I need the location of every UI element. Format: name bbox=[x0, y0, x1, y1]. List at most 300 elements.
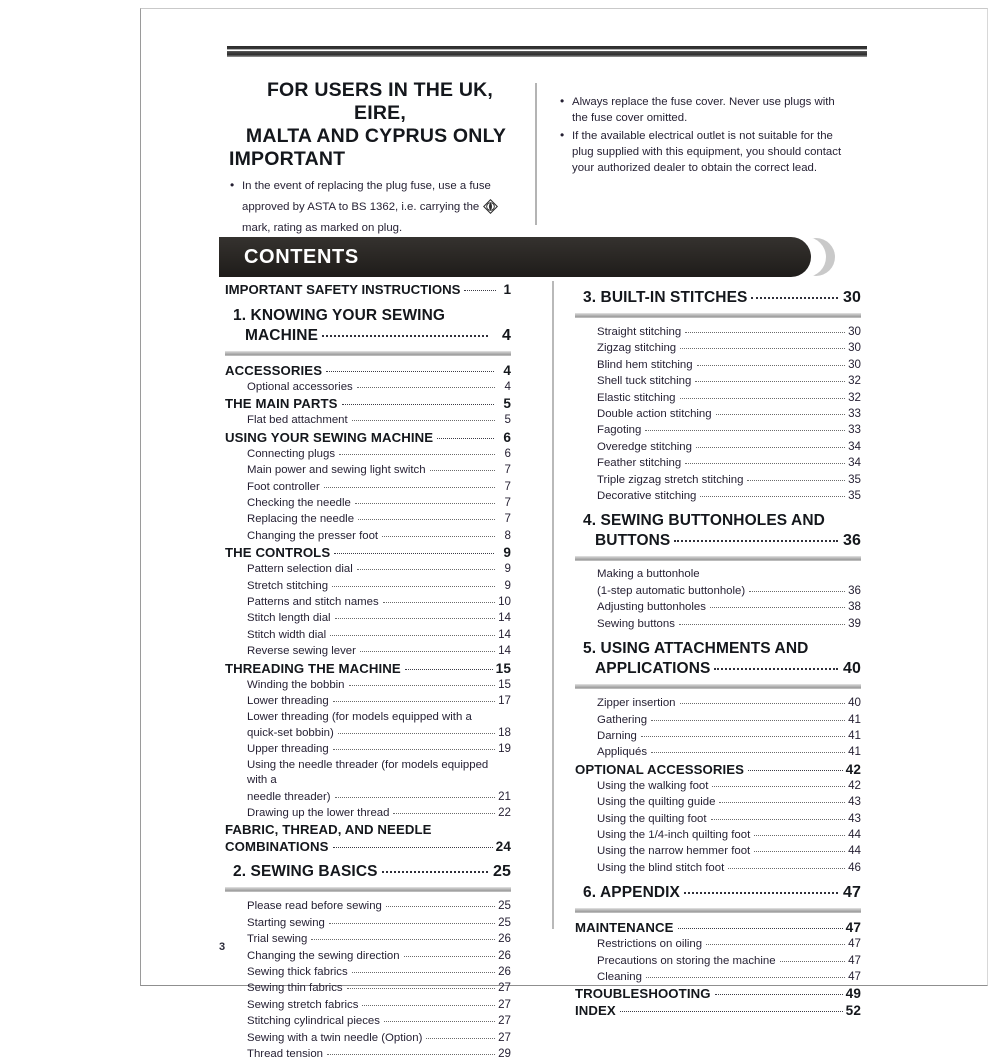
warning-left-bullet-list bbox=[229, 176, 519, 239]
toc-leader-dots bbox=[710, 607, 845, 608]
toc-entry-row[interactable] bbox=[225, 362, 511, 379]
toc-entry-page: 14 bbox=[498, 627, 511, 641]
toc-entry-page: 46 bbox=[848, 860, 861, 874]
toc-entry-label: Adjusting buttonholes bbox=[597, 601, 706, 614]
toc-entry-label: Trial sewing bbox=[247, 933, 308, 946]
toc-sub-entry bbox=[575, 455, 861, 471]
toc-entry-page: 9 bbox=[503, 545, 511, 561]
toc-leader-dots bbox=[748, 770, 843, 771]
toc-sub-entry bbox=[225, 446, 511, 462]
toc-major-entry bbox=[225, 429, 511, 446]
toc-entry-row[interactable] bbox=[247, 446, 511, 462]
toc-entry-row[interactable] bbox=[597, 695, 861, 711]
toc-entry-page: 9 bbox=[504, 578, 511, 592]
toc-sub-entry bbox=[225, 561, 511, 577]
toc-entry-page: 40 bbox=[848, 696, 861, 710]
toc-entry-page: 26 bbox=[498, 948, 511, 962]
toc-entry-row[interactable] bbox=[575, 1002, 861, 1019]
toc-sub-entry bbox=[225, 997, 511, 1013]
toc-entry-label: MAINTENANCE bbox=[575, 920, 674, 936]
toc-entry-page: 52 bbox=[845, 1003, 861, 1019]
toc-entry-row[interactable] bbox=[597, 728, 861, 744]
toc-entry-row[interactable] bbox=[597, 422, 861, 438]
toc-entry-row[interactable] bbox=[597, 936, 861, 952]
toc-entry-page: 1 bbox=[503, 282, 511, 297]
toc-entry-row[interactable] bbox=[595, 659, 861, 679]
toc-entry-label: Zigzag stitching bbox=[597, 342, 677, 355]
toc-entry-row[interactable] bbox=[245, 326, 511, 346]
toc-entry-page: 32 bbox=[848, 374, 861, 388]
warning-column-divider bbox=[535, 83, 537, 225]
toc-leader-dots bbox=[362, 1005, 495, 1006]
toc-sub-entry bbox=[575, 794, 861, 810]
toc-entry-page: 42 bbox=[848, 778, 861, 792]
toc-leader-dots bbox=[749, 591, 845, 592]
toc-entry-row[interactable] bbox=[597, 324, 861, 340]
toc-entry-page: 15 bbox=[498, 677, 511, 691]
toc-sub-entry bbox=[575, 969, 861, 985]
toc-entry-page: 34 bbox=[848, 456, 861, 470]
toc-leader-dots bbox=[679, 624, 845, 625]
toc-entry-page: 30 bbox=[848, 341, 861, 355]
toc-leader-dots bbox=[352, 420, 495, 421]
toc-entry-row[interactable] bbox=[247, 931, 511, 947]
toc-sub-entry bbox=[225, 610, 511, 626]
toc-sub-entry bbox=[225, 964, 511, 980]
toc-entry-row[interactable] bbox=[597, 969, 861, 985]
toc-sub-label-line1: Using the needle threader (for models equipped with a bbox=[247, 758, 489, 787]
toc-leader-dots bbox=[645, 430, 845, 431]
contents-title: CONTENTS bbox=[244, 246, 359, 268]
warning-left-column bbox=[229, 79, 519, 241]
toc-entry-page: 47 bbox=[848, 969, 861, 983]
toc-entry-page: 43 bbox=[848, 811, 861, 825]
toc-sub-entry bbox=[575, 373, 861, 389]
toc-entry-page: 30 bbox=[848, 325, 861, 338]
toc-entry-label: Starting sewing bbox=[247, 916, 325, 929]
toc-entry-row[interactable] bbox=[247, 462, 511, 478]
toc-entry-label: Changing the presser foot bbox=[247, 529, 379, 542]
toc-entry-label: Thread tension bbox=[247, 1048, 323, 1060]
toc-entry-page: 8 bbox=[504, 528, 511, 542]
toc-leader-dots bbox=[651, 720, 845, 721]
toc-entry-page: 26 bbox=[498, 964, 511, 978]
toc-entry-row[interactable] bbox=[597, 357, 861, 373]
toc-leader-dots bbox=[333, 701, 495, 702]
toc-entry-label: INDEX bbox=[575, 1003, 616, 1019]
toc-entry-row[interactable] bbox=[247, 741, 511, 757]
toc-entry-row[interactable] bbox=[247, 997, 511, 1013]
toc-entry-label: Fagoting bbox=[597, 424, 642, 437]
toc-entry-label: Using the blind stitch foot bbox=[597, 861, 725, 874]
warning-right-bullet-2: • If the available electrical outlet is not suitable for the plug supplied with this equipment, you should contact your authorized dealer to obtain the correct lead. bbox=[559, 128, 849, 176]
toc-entry-row[interactable] bbox=[225, 660, 511, 677]
toc-entry-row[interactable] bbox=[247, 789, 511, 805]
toc-entry-label: Double action stitching bbox=[597, 408, 712, 421]
toc-entry-row[interactable] bbox=[597, 488, 861, 504]
toc-entry-page: 25 bbox=[493, 863, 511, 881]
toc-entry-row[interactable] bbox=[597, 599, 861, 615]
toc-entry-label: Patterns and stitch names bbox=[247, 596, 379, 609]
toc-sub-entry bbox=[225, 511, 511, 527]
toc-entry-page: 9 bbox=[504, 562, 511, 576]
toc-entry-label: Sewing with a twin needle (Option) bbox=[247, 1031, 423, 1044]
toc-entry-row[interactable] bbox=[597, 744, 861, 760]
toc-entry-row[interactable] bbox=[597, 373, 861, 389]
toc-entry-row[interactable] bbox=[247, 693, 511, 709]
toc-leader-dots bbox=[332, 586, 495, 587]
toc-entry-page: 49 bbox=[845, 986, 861, 1002]
toc-chapter-entry bbox=[575, 883, 861, 903]
toc-leader-dots bbox=[747, 480, 845, 481]
toc-entry-row[interactable] bbox=[247, 948, 511, 964]
toc-sub-label-line1: Lower threading (for models equipped with a bbox=[247, 710, 472, 723]
toc-leader-dots bbox=[322, 335, 488, 337]
toc-sub-entry bbox=[225, 741, 511, 757]
toc-leader-dots bbox=[333, 847, 493, 848]
toc-section-separator bbox=[575, 313, 861, 318]
toc-sub-entry bbox=[225, 915, 511, 931]
toc-entry-page: 40 bbox=[843, 660, 861, 678]
toc-sub-entry bbox=[225, 931, 511, 947]
toc-entry-label: THE MAIN PARTS bbox=[225, 396, 338, 412]
toc-entry-row[interactable] bbox=[597, 953, 861, 969]
toc-entry-row[interactable] bbox=[583, 288, 861, 308]
toc-entry-page: 7 bbox=[504, 496, 511, 510]
toc-entry-label: Gathering bbox=[597, 713, 648, 726]
toc-leader-dots bbox=[696, 447, 845, 448]
toc-leader-dots bbox=[324, 487, 495, 488]
toc-entry-label: Upper threading bbox=[247, 743, 329, 756]
toc-entry-row[interactable] bbox=[247, 528, 511, 544]
toc-entry-label: COMBINATIONS bbox=[225, 839, 329, 855]
toc-leader-dots bbox=[728, 868, 845, 869]
toc-sub-entry bbox=[575, 439, 861, 455]
toc-entry-row[interactable] bbox=[225, 544, 511, 561]
toc-sub-entry bbox=[225, 948, 511, 964]
toc-entry-page: 32 bbox=[848, 390, 861, 404]
toc-sub-entry bbox=[575, 744, 861, 760]
toc-leader-dots bbox=[678, 928, 843, 929]
toc-entry-row[interactable] bbox=[597, 439, 861, 455]
toc-sub-entry bbox=[225, 1030, 511, 1046]
toc-entry-page: 19 bbox=[498, 742, 511, 756]
warning-right-bullet-list bbox=[559, 94, 849, 176]
toc-entry-page: 5 bbox=[503, 396, 511, 412]
toc-entry-page: 27 bbox=[498, 981, 511, 995]
toc-chapter-label bbox=[575, 288, 861, 308]
toc-sub-entry bbox=[575, 567, 861, 599]
toc-entry-row[interactable] bbox=[247, 643, 511, 659]
toc-leader-dots bbox=[311, 939, 495, 940]
toc-entry-row[interactable] bbox=[247, 1013, 511, 1029]
toc-entry-label: Foot controller bbox=[247, 480, 320, 493]
toc-sub-entry bbox=[575, 695, 861, 711]
toc-entry-row[interactable] bbox=[225, 281, 511, 299]
toc-entry-page: 25 bbox=[498, 899, 511, 913]
manual-page-sheet bbox=[140, 8, 988, 1060]
warning-left-bullet-text-a: In the event of replacing the plug fuse, use a fuse bbox=[242, 180, 491, 192]
toc-leader-dots bbox=[430, 470, 495, 471]
toc-sub-entry bbox=[225, 479, 511, 495]
toc-leader-dots bbox=[342, 404, 494, 405]
toc-entry-page: 6 bbox=[504, 446, 511, 460]
toc-entry-row[interactable] bbox=[247, 980, 511, 996]
toc-chapter-label-line1: 5. USING ATTACHMENTS AND bbox=[583, 640, 809, 658]
contents-banner bbox=[219, 237, 879, 277]
toc-entry-page: 21 bbox=[498, 789, 511, 803]
toc-entry-row[interactable] bbox=[247, 379, 511, 395]
toc-entry-label: Checking the needle bbox=[247, 497, 351, 510]
toc-entry-page: 27 bbox=[498, 1014, 511, 1028]
toc-entry-row[interactable] bbox=[597, 843, 861, 859]
toc-entry-page: 30 bbox=[848, 357, 861, 371]
toc-entry-row[interactable] bbox=[247, 677, 511, 693]
toc-leader-dots bbox=[716, 414, 845, 415]
toc-sub-entry bbox=[225, 1046, 511, 1062]
toc-sub-entry bbox=[225, 643, 511, 659]
toc-leader-dots bbox=[335, 797, 495, 798]
page-left-margin bbox=[132, 8, 140, 986]
toc-entry-row[interactable] bbox=[247, 915, 511, 931]
toc-sub-entry bbox=[225, 1013, 511, 1029]
toc-leader-dots bbox=[355, 503, 495, 504]
toc-sub-entry bbox=[575, 488, 861, 504]
toc-leader-dots bbox=[404, 956, 495, 957]
toc-leader-dots bbox=[685, 463, 845, 464]
toc-entry-label: Darning bbox=[597, 729, 637, 742]
toc-leader-dots bbox=[751, 297, 838, 299]
toc-entry-row[interactable] bbox=[575, 919, 861, 936]
toc-entry-row[interactable] bbox=[575, 761, 861, 778]
toc-entry-label: 2. SEWING BASICS bbox=[233, 863, 378, 881]
toc-entry-label: THE CONTROLS bbox=[225, 545, 331, 561]
toc-entry-row[interactable] bbox=[583, 883, 861, 903]
toc-entry-row[interactable] bbox=[597, 455, 861, 471]
toc-entry-page: 4 bbox=[502, 327, 511, 344]
toc-entry-row[interactable] bbox=[597, 778, 861, 794]
toc-entry-label: Optional accessories bbox=[247, 381, 353, 393]
toc-entry-row[interactable] bbox=[597, 811, 861, 827]
toc-leader-dots bbox=[383, 602, 495, 603]
toc-entry-row[interactable] bbox=[225, 395, 511, 412]
toc-entry-label: 6. APPENDIX bbox=[583, 884, 680, 902]
toc-entry-label: quick-set bobbin) bbox=[247, 726, 334, 739]
toc-entry-row[interactable] bbox=[225, 838, 511, 855]
toc-sub-entry bbox=[575, 860, 861, 876]
toc-entry-label: Triple zigzag stretch stitching bbox=[597, 473, 744, 486]
toc-leader-dots bbox=[680, 398, 846, 399]
toc-entry-label: Sewing stretch fabrics bbox=[247, 998, 359, 1011]
toc-leader-dots bbox=[674, 540, 838, 542]
toc-entry-row[interactable] bbox=[247, 898, 511, 914]
toc-leader-dots bbox=[437, 438, 494, 439]
toc-sub-entry bbox=[225, 578, 511, 594]
toc-leader-dots bbox=[333, 749, 495, 750]
toc-leader-dots bbox=[641, 736, 845, 737]
toc-sub-entry bbox=[575, 340, 861, 356]
toc-entry-label: Please read before sewing bbox=[247, 900, 382, 913]
toc-chapter-entry bbox=[225, 306, 511, 346]
toc-entry-label: OPTIONAL ACCESSORIES bbox=[575, 761, 745, 777]
toc-entry-label: Feather stitching bbox=[597, 457, 682, 470]
toc-entry-page: 14 bbox=[498, 611, 511, 625]
toc-section-separator bbox=[225, 351, 511, 356]
toc-entry-row[interactable] bbox=[247, 578, 511, 594]
toc-leader-dots bbox=[715, 994, 843, 995]
toc-section-separator bbox=[575, 684, 861, 689]
toc-entry-row[interactable] bbox=[597, 827, 861, 843]
toc-leader-dots bbox=[706, 944, 845, 945]
toc-sub-entry bbox=[225, 594, 511, 610]
toc-entry-page: 41 bbox=[848, 745, 861, 759]
toc-entry-page: 44 bbox=[848, 827, 861, 841]
toc-entry-page: 43 bbox=[848, 795, 861, 809]
toc-leader-dots bbox=[651, 752, 845, 753]
toc-entry-row[interactable] bbox=[247, 561, 511, 577]
toc-leader-dots bbox=[426, 1038, 495, 1039]
toc-leader-dots bbox=[754, 851, 845, 852]
toc-entry-label: Precautions on storing the machine bbox=[597, 954, 776, 967]
toc-chapter-label-line1: 4. SEWING BUTTONHOLES AND bbox=[583, 512, 825, 530]
toc-sub-entry bbox=[575, 599, 861, 615]
toc-sub-entry bbox=[575, 953, 861, 969]
toc-chapter-label-line2 bbox=[575, 659, 861, 679]
toc-leader-dots bbox=[711, 819, 845, 820]
toc-entry-row[interactable] bbox=[597, 860, 861, 876]
toc-entry-page: 4 bbox=[503, 363, 511, 378]
toc-entry-page: 33 bbox=[848, 407, 861, 421]
toc-chapter-entry bbox=[225, 862, 511, 882]
toc-entry-label: Using the 1/4-inch quilting foot bbox=[597, 828, 751, 841]
toc-sub-entry bbox=[575, 472, 861, 488]
toc-entry-row[interactable] bbox=[247, 725, 511, 741]
toc-sub-entry bbox=[575, 936, 861, 952]
toc-leader-dots bbox=[352, 972, 495, 973]
toc-leader-dots bbox=[714, 668, 838, 670]
toc-leader-dots bbox=[335, 618, 495, 619]
toc-leader-dots bbox=[405, 669, 493, 670]
uk-users-warning-block bbox=[219, 79, 879, 234]
toc-leader-dots bbox=[780, 961, 845, 962]
toc-entry-page: 44 bbox=[848, 844, 861, 858]
toc-entry-row[interactable] bbox=[597, 712, 861, 728]
toc-entry-page: 35 bbox=[848, 472, 861, 486]
toc-entry-label: Using the narrow hemmer foot bbox=[597, 845, 751, 858]
toc-leader-dots bbox=[330, 635, 495, 636]
toc-major-entry bbox=[575, 761, 861, 778]
toc-sub-entry bbox=[225, 758, 511, 805]
toc-entry-label: Blind hem stitching bbox=[597, 358, 693, 371]
warning-left-bullet-text-b: approved by ASTA to BS 1362, i.e. carrying the bbox=[242, 201, 480, 213]
toc-entry-page: 27 bbox=[498, 997, 511, 1011]
toc-entry-row[interactable] bbox=[597, 340, 861, 356]
toc-leader-dots bbox=[697, 365, 845, 366]
toc-entry-page: 10 bbox=[498, 595, 511, 609]
toc-entry-row[interactable] bbox=[247, 511, 511, 527]
toc-entry-row[interactable] bbox=[597, 616, 861, 632]
toc-leader-dots bbox=[357, 387, 495, 388]
toc-sub-entry bbox=[575, 616, 861, 632]
toc-major-entry bbox=[575, 919, 861, 936]
toc-leader-dots bbox=[680, 703, 845, 704]
warning-title-line3: IMPORTANT bbox=[229, 148, 346, 170]
toc-entry-label: Straight stitching bbox=[597, 326, 682, 338]
toc-entry-label: Pattern selection dial bbox=[247, 563, 353, 576]
toc-leader-dots bbox=[393, 813, 495, 814]
toc-sub-entry bbox=[225, 898, 511, 914]
toc-entry-row[interactable] bbox=[247, 627, 511, 643]
toc-entry-row[interactable] bbox=[225, 429, 511, 446]
toc-entry-row[interactable] bbox=[247, 1030, 511, 1046]
toc-entry-label: Main power and sewing light switch bbox=[247, 464, 426, 477]
toc-entry-page: 14 bbox=[498, 644, 511, 658]
toc-entry-row[interactable] bbox=[597, 390, 861, 406]
toc-entry-row[interactable] bbox=[247, 495, 511, 511]
toc-entry-row[interactable] bbox=[597, 583, 861, 599]
toc-major-entry bbox=[225, 544, 511, 561]
toc-entry-page: 22 bbox=[498, 805, 511, 819]
warning-right-bullet-1: • Always replace the fuse cover. Never use plugs with the fuse cover omitted. bbox=[559, 94, 849, 126]
toc-entry-page: 6 bbox=[503, 429, 511, 445]
toc-leader-dots bbox=[347, 988, 495, 989]
toc-entry-label: Stitching cylindrical pieces bbox=[247, 1015, 380, 1028]
toc-entry-label: 3. BUILT-IN STITCHES bbox=[583, 289, 748, 306]
toc-entry-page: 47 bbox=[843, 884, 861, 902]
toc-entry-row[interactable] bbox=[247, 805, 511, 821]
toc-entry-label: Overedge stitching bbox=[597, 440, 692, 453]
toc-entry-row[interactable] bbox=[247, 412, 511, 428]
toc-entry-row[interactable] bbox=[247, 964, 511, 980]
toc-leader-dots bbox=[386, 906, 495, 907]
toc-entry-label: Appliqués bbox=[597, 746, 648, 759]
toc-entry-label: USING YOUR SEWING MACHINE bbox=[225, 429, 434, 445]
toc-sub-entry bbox=[225, 980, 511, 996]
toc-leader-dots bbox=[685, 332, 845, 333]
toc-entry-label: Connecting plugs bbox=[247, 447, 336, 460]
toc-sub-entry bbox=[575, 843, 861, 859]
toc-entry-row[interactable] bbox=[233, 862, 511, 882]
toc-leader-dots bbox=[712, 786, 845, 787]
toc-sub-entry bbox=[225, 528, 511, 544]
toc-sub-entry bbox=[575, 712, 861, 728]
toc-entry-page: 34 bbox=[848, 439, 861, 453]
toc-entry-row[interactable] bbox=[597, 794, 861, 810]
toc-entry-row[interactable] bbox=[247, 479, 511, 495]
toc-entry-label: Decorative stitching bbox=[597, 490, 697, 503]
toc-entry-row[interactable] bbox=[247, 594, 511, 610]
toc-entry-row[interactable] bbox=[595, 531, 861, 551]
toc-entry-row[interactable] bbox=[247, 1046, 511, 1062]
toc-right-column bbox=[575, 281, 861, 1019]
page-number: 3 bbox=[219, 941, 226, 953]
toc-entry-row[interactable] bbox=[597, 472, 861, 488]
toc-major-entry bbox=[225, 821, 511, 855]
table-of-contents bbox=[219, 281, 879, 1060]
toc-chapter-label bbox=[575, 883, 861, 903]
toc-chapter-entry bbox=[575, 639, 861, 679]
toc-leader-dots bbox=[382, 871, 488, 873]
warning-right-column bbox=[559, 89, 849, 178]
toc-entry-page: 35 bbox=[848, 489, 861, 503]
toc-entry-row[interactable] bbox=[247, 610, 511, 626]
toc-major-entry bbox=[225, 362, 511, 379]
toc-entry-label: Sewing thin fabrics bbox=[247, 982, 343, 995]
toc-entry-label: THREADING THE MACHINE bbox=[225, 660, 401, 676]
toc-leader-dots bbox=[754, 835, 845, 836]
toc-entry-label: Using the quilting guide bbox=[597, 796, 716, 809]
toc-entry-row[interactable] bbox=[597, 406, 861, 422]
